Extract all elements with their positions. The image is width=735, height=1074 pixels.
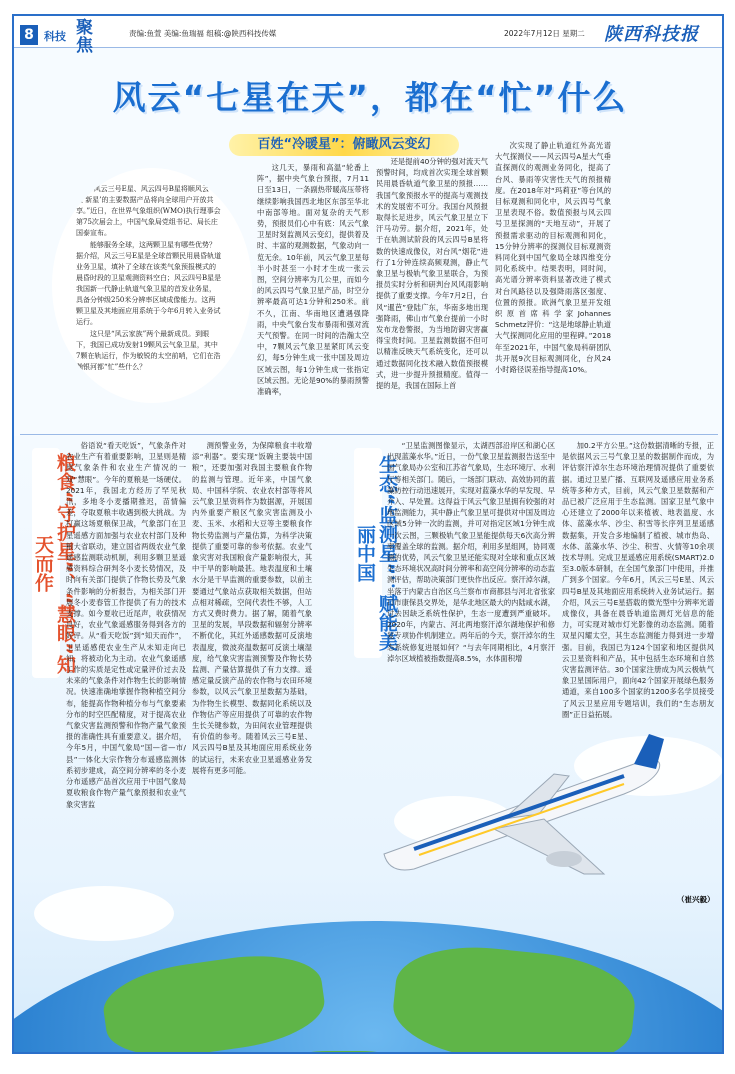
article-subtitle: 百姓“冷暖星”：俯瞰风云变幻 — [229, 134, 459, 156]
masthead-logo: 陕西科技报 — [604, 24, 699, 45]
cloud-graphic — [34, 886, 174, 941]
right-column-2: 加0.2平方公里。”这份数据清晰的专报，正是依据风云三号气象卫星的数据制作而成，为评估察汗淖尔生态环境治理情况提供了重要依据。通过卫星广播、互联网及遥感应用业务系统等多种方式，目前，风云气象卫星数据和产品已被广泛应用于生态监测。国家卫星气象中心还建立了2000年以来植被、地表温度、水体、蓝藻水华、沙尘、积雪等长序列卫星遥感数据集，开发合多地编制了植被、城市热岛、水体、蓝藻水华、沙尘、积雪、火情等10余项技术导则。完成卫星遥感应用系统(SMART)2.0至3.0版本研制，在全国气象部门中使用，并推广到多个国家。今年6月，风云三号E星、风云四号B星及其地面应用系统转入业务试运行。据介绍，风云三号E星搭载的微光型中分辨率光谱成像仪，具备在晨昏轨道监测灯光信息的能力，可实现对城市灯光影像的动态监测。随着双星闪耀太空，其生态监测能力得到进一步增强。目前，我国已为124个国家和地区提供风云卫星资料和产品，其中包括生态环境和自然灾害监测评估。30个国家注册成为风云极轨气象卫星国际用户，面向42个国家开展绿色服务通道，来自100多个国家的1200多名学员接受了风云卫星应用专题培训，我们的“生态朋友圈”正日益拓展。 — [562, 441, 714, 719]
column-label: 聚 焦 — [76, 18, 93, 56]
article-title: 风云“七星在天”，都在“忙”什么 — [112, 78, 628, 117]
left-column-1: 俗语说“看天吃饭”，气象条件对农业生产有着重要影响，卫星则是精度气象条件和农业生产情况的一双“慧眼”。今年的夏粮是一场硬仗。2021年，我国北方经历了罕见秋汛，多地冬小麦播期推迟，苗情偏差，夺取夏粮丰收遇到极大挑战。为打赢这场夏粮保卫战，气象部门在卫星遥感方面加强与农业农村部门及种粮大省联动，建立国省两级农业气象遥感监测联动机制，利用多颗卫星遥感资料综合研判冬小麦长势情况，及时向有关部门提供了作物长势及气象条件影响的分析报告，为相关部门开展冬小麦春管工作提供了有力的技术支撑。如今夏收已近尾声，收获情况良好，农业气象遥感服务得到各方的好评。从“看天吃饭”到“知天而作”，卫星遥感使农业生产从未知走向已知，将被动化为主动。农业气象遥感工作的实质是定性或定量评价过去及未来的气象条件对作物生长的影响情况。快速准确地掌握作物种植空间分布，能提高作物种植分布与气象要素分布的时空匹配精度，对于提高农业气象灾害监测预警和作物产量气象预报的准确性具有重要意义。据介绍，今年5月，中国气象局“国—省—市/县”一体化大宗作物分布遥感监测体系初步建成，高空间分辨率的冬小麦分布遥感产品首次应用于中国气象局夏收粮食作物产量气象预报和农业气象灾害监 — [66, 441, 186, 809]
author-signature: （崔兴毅） — [677, 895, 715, 904]
text-column-c: 次实现了静止轨道红外高光谱大气探测仪——风云四号A星大气垂直探测仪的观测业务同化，提高了台风、暴雨等灾害性天气的预报精度。在2018年对“玛莉亚”等台风的目标观测和同化中，风云四号气象卫星表现不俗。数值预报与风云四号卫星探测的“天地互动”，开展了预报需求驱动的目标观测和同化，15分钟分辨率的探测仪目标观测资料同化到中国气象局全球四维变分同化系统中。结果表明，同时间，高光谱分辨率资料显著改进了模式对台风路径以及强降雨落区强度、位置的预报。欧洲气象卫星开发组织原首席科学家Johannes Schmetz评价：“这是地球静止轨道大气探测同化应用的里程碑。”2018年至2021年，中国气象局科研团队共开展9次目标观测同化，台风24小时路径误差指导提高10%。 — [495, 141, 611, 375]
left-column-2: 测预警业务，为保障粮食丰收增添“利器”。要实现“饭碗主要装中国粮”，还要加强对我国主要粮食作物的监测与管理。近年来，中国气象局、中国科学院、农业农村部等将风云气象卫星资料作为数据源，开展国内外重要产粮区气象灾害监测及小麦、玉米、水稻和大豆等主要粮食作物长势监测与产量估算，为科学决策提供了重要可靠的参考依据。农业气象灾害对我国粮食产量影响很大，其中干旱的影响最甚。地表温度和土壤水分是干旱监测的重要参数，以前主要通过气象站点获取相关数据，但站点相对稀疏，空间代表性不够，人工方式又费时费力。据了解，随着气象卫星的发展，旱段数据和辐射分辨率不断优化，其红外遥感数据可反演地表温度，微波亮温数据可反演土壤湿度，给气象灾害监测预警及作物长势监测、产量估算提供了有力支撑。遥感定量反演产品的农作物与农田环境参数，以风云气象卫星数据为基础，为作物生长模型、数据同化系统以及作物估产等应用提供了可靠的农作物生长关键参数，为田间农业管理提供有价值的参考。随着风云三号E星、风云四号B星及其地面应用系统业务的试运行，未来农业卫星遥感业务发展将有更多可能。 — [192, 441, 312, 775]
editor-credits: 责编:鱼萱 美编:鱼瑞福 组稿:@陕西科技传媒 — [129, 29, 277, 38]
newspaper-page — [12, 14, 724, 1054]
right-section-heading: 生态“监测星”：赋能美丽中国 — [354, 448, 382, 658]
right-column-1: “卫星监测图像显示，太湖西部沿岸区和湖心区出现蓝藻水华。”近日，一份气象卫星监测报告送至中国气象局办公室和江苏省气象局，生态环境厅、水利厅等相关部门。随后，一场部门联动、高效协同的蓝藻防控行动迅速展开，实现对蓝藻水华的早发现、早介入、早处置。这得益于风云气象卫星拥有较强的对地监测能力，其中静止气象卫星可提供对中国及周边区域5分钟一次的监测，并可对指定区域1分钟生成一次云图，三颗极轨气象卫星能提供每天6次高分辨率覆盖全球的监测。据介绍，利用多星组网，协同观测的优势，风云气象卫星还能实现对全球和重点区域生态环境状况高时间分辨率和高空间分辨率的动态监测评估，帮助决策部门更快作出反应。察汗淖尔湖，坐落于内蒙古自治区乌兰察布市商都县与河北省张家口市康保县交界处，是华北地区最大的内陆咸水湖，过去因缺乏系统性保护，生态一度遭到严重破坏。2020年，内蒙古、河北两地察汗淖尔湖地保护和修复专项协作机制建立。两年后的今天，察汗淖尔的生态系统修复进展如何？“与去年同期相比，4月察汗淖尔区域植被指数提高8.5%，水体面积增 — [387, 441, 555, 663]
page-header — [14, 16, 724, 56]
intro-paragraph: “风云三号E星、风云四号B星将顺风云气象‘新星’的主要数据产品将向全球用户开放共享。”近日，在世界气象组织(WMO)执行理事会第75次届会上，中国气象局党组书记、局长庄国泰宣布。 — [76, 185, 221, 237]
intro-paragraph: 这只是“风云家族”两个最新成员。到眼下，我国已成功发射19颗风云气象卫星，其中7颗在轨运行，作为敏锐的太空前哨，它们在浩瀚银河都“忙”些什么？ — [76, 330, 221, 371]
text-column-b: 还是提前40分钟的强对流天气预警时间，均成首次实现全球首颗民用晨昏轨道气象卫星的预报……我国气象预报水平的提高与观测技术的发展密不可分。我国台风预报取得长足进步，风云气象卫星立下汗马功劳。据介绍，2021年，处于在轨测试阶段的风云四号B星将数的快速成像仪，对台风“烟花”进行了1分钟连续高频观测，静止气象卫星与极轨气象卫星联合，为预报员实时分析和研判台风风雨影响提供了重要支撑。今年7月2日，台风“暹芭”登陆广东，华南多地出现强降雨，佛山市气象台提前一小时发布龙卷警报，为当地防御灾害赢得宝贵时间。卫星监测数据不但可以精准反映天气系统变化，还可以通过数据同化技术融入数值预报模式，进一步提升预报精度。值得一提的是，我国在国际上首 — [376, 157, 488, 391]
section-divider — [20, 434, 718, 435]
left-section-heading: 粮食“守护星”、“慧眼”知天而作 — [32, 448, 60, 678]
section-label: 科技 — [44, 30, 66, 43]
text-column-a: 这几天，暴雨和高温“轮番上阵”，据中央气象台预报，7月11日至13日，一条副热带暖高压带将继续影响我国西北地区东部至华北中南部等地。面对复杂的天气形势，预报员们心中有底：风云气象卫星时刻监测风云变幻，提供着及时、丰富的观测数据，气象动向一览无余。10年前，风云气象卫星每半小时甚至一小时才生成一张云图，空间分辨率为几公里，而如今的风云四号气象卫星产品，时空分辨率最高可达1分钟和250米。前不久，江南、华南地区遭遇强降雨，中央气象台发布暴雨和强对流天气预警。在同一时间的浩瀚太空中，7颗风云气象卫星紧盯风云变幻，每5分钟生成一张中国及周边区域云图，每1分钟生成一张指定区域云图。无论是90%的暴雨预警准确率， — [257, 163, 369, 397]
intro-paragraph: 能够服务全球，这两颗卫星有哪些优势？据介绍，风云三号E星是全球首颗民用晨昏轨道业务卫星，填补了全球在该类气象预报模式的晨昏时段的卫星观测资料空白；风云四号B星是我国新一代静止轨道气象卫星的首发业务星，具备分钟级250米分辨率区域成像能力。这两颗卫星及其地面应用系统于今年6月转入业务试运行。 — [76, 241, 222, 326]
issue-date: 2022年7月12日 星期二 — [504, 29, 585, 38]
intro-box — [52, 168, 252, 403]
page-number: 8 — [20, 25, 38, 45]
